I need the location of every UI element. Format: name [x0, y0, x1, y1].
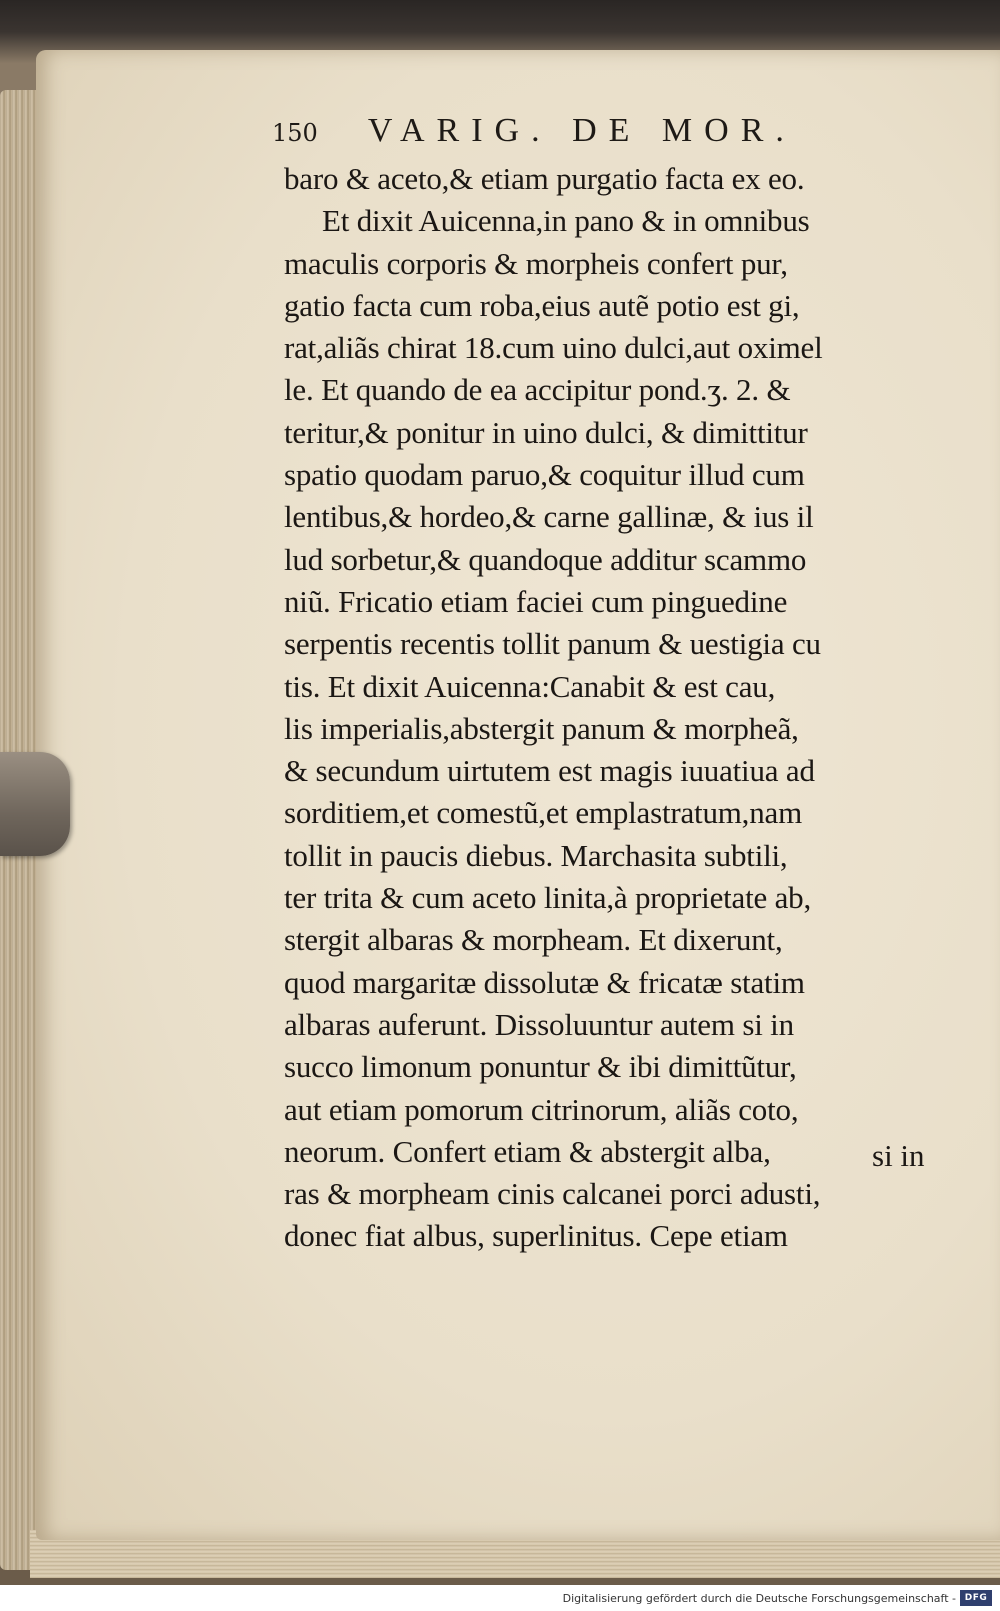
text-line: serpentis recentis tollit panum & uestigia cu — [284, 626, 821, 662]
footer-credit: Digitalisierung gefördert durch die Deutsche Forschungsgemeinschaft - — [562, 1592, 956, 1605]
catchword: si in — [872, 1138, 925, 1173]
text-line: succo limonum ponuntur & ibi dimittũtur, — [284, 1049, 797, 1085]
text-line: sorditiem,et comestũ,et emplastratum,nam — [284, 795, 803, 831]
body-text — [284, 158, 932, 1258]
text-line: lis imperialis,abstergit panum & morpheã, — [284, 710, 799, 746]
dfg-logo: DFG — [960, 1590, 992, 1606]
text-line: neorum. Confert etiam & abstergit alba, — [284, 1133, 771, 1169]
text-line: ter trita & cum aceto linita,à proprietate ab, — [284, 880, 812, 916]
text-line: stergit albaras & morpheam. Et dixerunt, — [284, 922, 783, 958]
text-line: baro & aceto,& etiam purgatio facta ex eo. — [284, 161, 805, 196]
text-line: quod margaritæ dissolutæ & fricatæ statim — [284, 964, 805, 1000]
text-line: Et dixit Auicenna,in pano & in omnibus — [322, 203, 810, 239]
page-number: 150 — [272, 119, 318, 147]
text-line: & secundum uirtutem est magis iuuatiua ad — [284, 753, 815, 789]
text-line: rat,aliãs chirat 18.cum uino dulci,aut oximel — [284, 330, 823, 366]
page-clip — [0, 752, 70, 856]
text-line: teritur,& ponitur in uino dulci, & dimittitur — [284, 414, 808, 450]
text-line: donec fiat albus, superlinitus. Cepe etiam — [284, 1218, 788, 1254]
text-line: lud sorbetur,& quandoque additur scammo — [284, 541, 807, 577]
text-line: tollit in paucis diebus. Marchasita subtili, — [284, 837, 788, 873]
text-line: lentibus,& hordeo,& carne gallinæ, & ius il — [284, 499, 814, 535]
running-head — [272, 112, 872, 152]
text-line: niũ. Fricatio etiam faciei cum pinguedine — [284, 583, 788, 619]
text-line: tis. Et dixit Auicenna:Canabit & est cau, — [284, 668, 776, 704]
text-line: albaras auferunt. Dissoluuntur autem si in — [284, 1006, 794, 1042]
text-line: ras & morpheam cinis calcanei porci adusti, — [284, 1176, 821, 1212]
text-line: spatio quodam paruo,& coquitur illud cum — [284, 457, 805, 493]
text-line: maculis corporis & morpheis confert pur, — [284, 245, 788, 281]
text-line: le. Et quando de ea accipitur pond.ʒ. 2. & — [284, 372, 791, 408]
text-line: gatio facta cum roba,eius autẽ potio est gi, — [284, 287, 800, 323]
running-title: VARIG. DE MOR. — [367, 112, 796, 149]
text-line: aut etiam pomorum citrinorum, aliãs coto, — [284, 1091, 799, 1127]
